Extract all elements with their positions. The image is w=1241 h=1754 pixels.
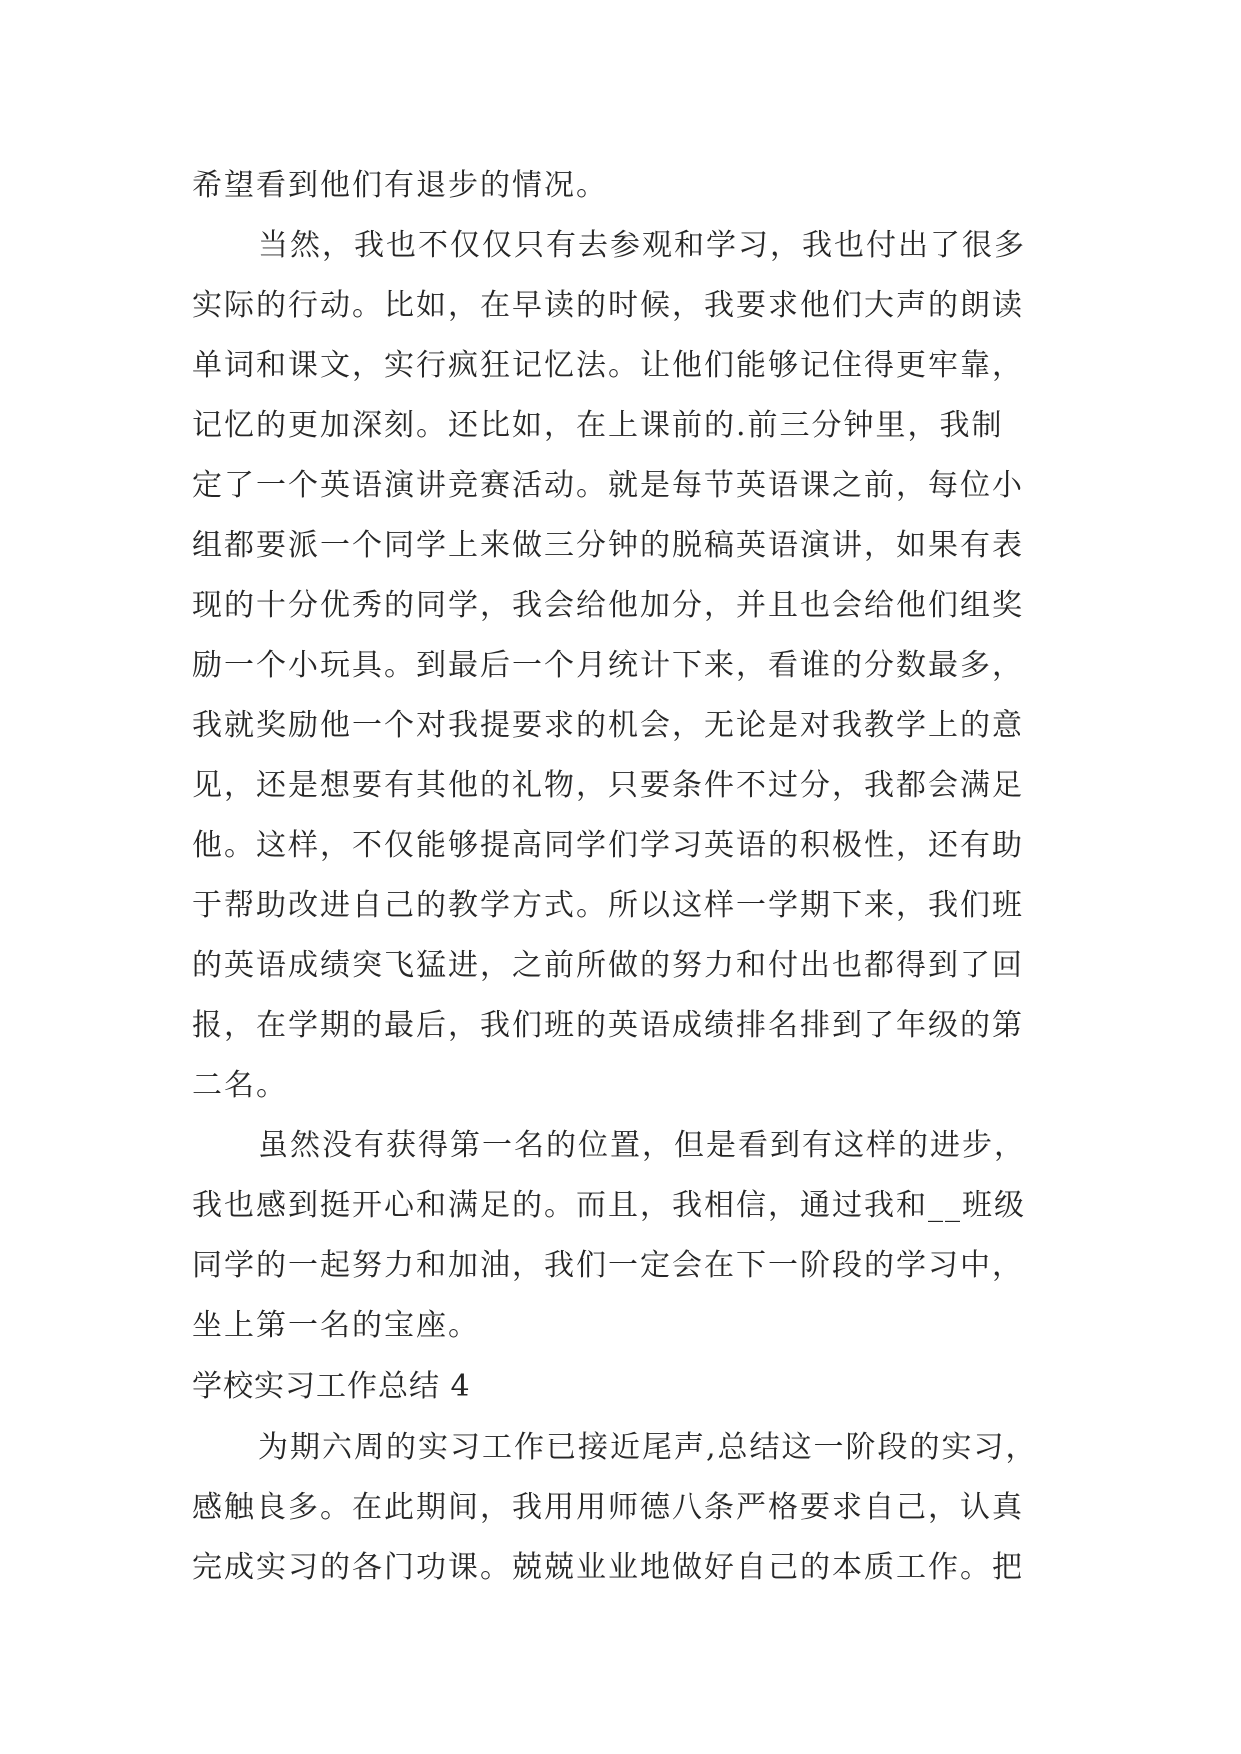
text-line: 完成实习的各门功课。兢兢业业地做好自己的本质工作。把 [192, 1550, 1024, 1585]
text-line: 实际的行动。比如，在早读的时候，我要求他们大声的朗读 [192, 288, 1024, 323]
section-heading: 学校实习工作总结 4 [192, 1369, 471, 1404]
text-line: 希望看到他们有退步的情况。 [192, 168, 608, 203]
text-line: 见，还是想要有其他的礼物，只要条件不过分，我都会满足 [192, 768, 1024, 803]
text-line: 记忆的更加深刻。还比如，在上课前的.前三分钟里，我制 [192, 408, 1004, 443]
text-line: 定了一个英语演讲竞赛活动。就是每节英语课之前，每位小 [192, 468, 1024, 503]
text-line: 的英语成绩突飞猛进，之前所做的努力和付出也都得到了回 [192, 948, 1024, 983]
text-line: 感触良多。在此期间，我用用师德八条严格要求自己，认真 [192, 1490, 1024, 1525]
text-line: 组都要派一个同学上来做三分钟的脱稿英语演讲，如果有表 [192, 528, 1024, 563]
text-line: 同学的一起努力和加油，我们一定会在下一阶段的学习中， [192, 1248, 1024, 1283]
text-line: 我就奖励他一个对我提要求的机会，无论是对我教学上的意 [192, 708, 1024, 743]
paragraph-start-line: 为期六周的实习工作已接近尾声,总结这一阶段的实习， [258, 1430, 1038, 1465]
text-line: 二名。 [192, 1068, 288, 1103]
text-line: 励一个小玩具。到最后一个月统计下来，看谁的分数最多， [192, 648, 1024, 683]
text-line: 坐上第一名的宝座。 [192, 1308, 480, 1343]
paragraph-start-line: 当然，我也不仅仅只有去参观和学习，我也付出了很多 [258, 228, 1026, 263]
text-line: 我也感到挺开心和满足的。而且，我相信，通过我和__班级 [192, 1188, 1026, 1223]
document-body [192, 156, 1062, 1598]
text-line: 于帮助改进自己的教学方式。所以这样一学期下来，我们班 [192, 888, 1024, 923]
text-line: 现的十分优秀的同学，我会给他加分，并且也会给他们组奖 [192, 588, 1024, 623]
paragraph-start-line: 虽然没有获得第一名的位置，但是看到有这样的进步， [258, 1128, 1026, 1163]
text-line: 单词和课文，实行疯狂记忆法。让他们能够记住得更牢靠， [192, 348, 1024, 383]
text-line: 报，在学期的最后，我们班的英语成绩排名排到了年级的第 [192, 1008, 1024, 1043]
text-line: 他。这样，不仅能够提高同学们学习英语的积极性，还有助 [192, 828, 1024, 863]
